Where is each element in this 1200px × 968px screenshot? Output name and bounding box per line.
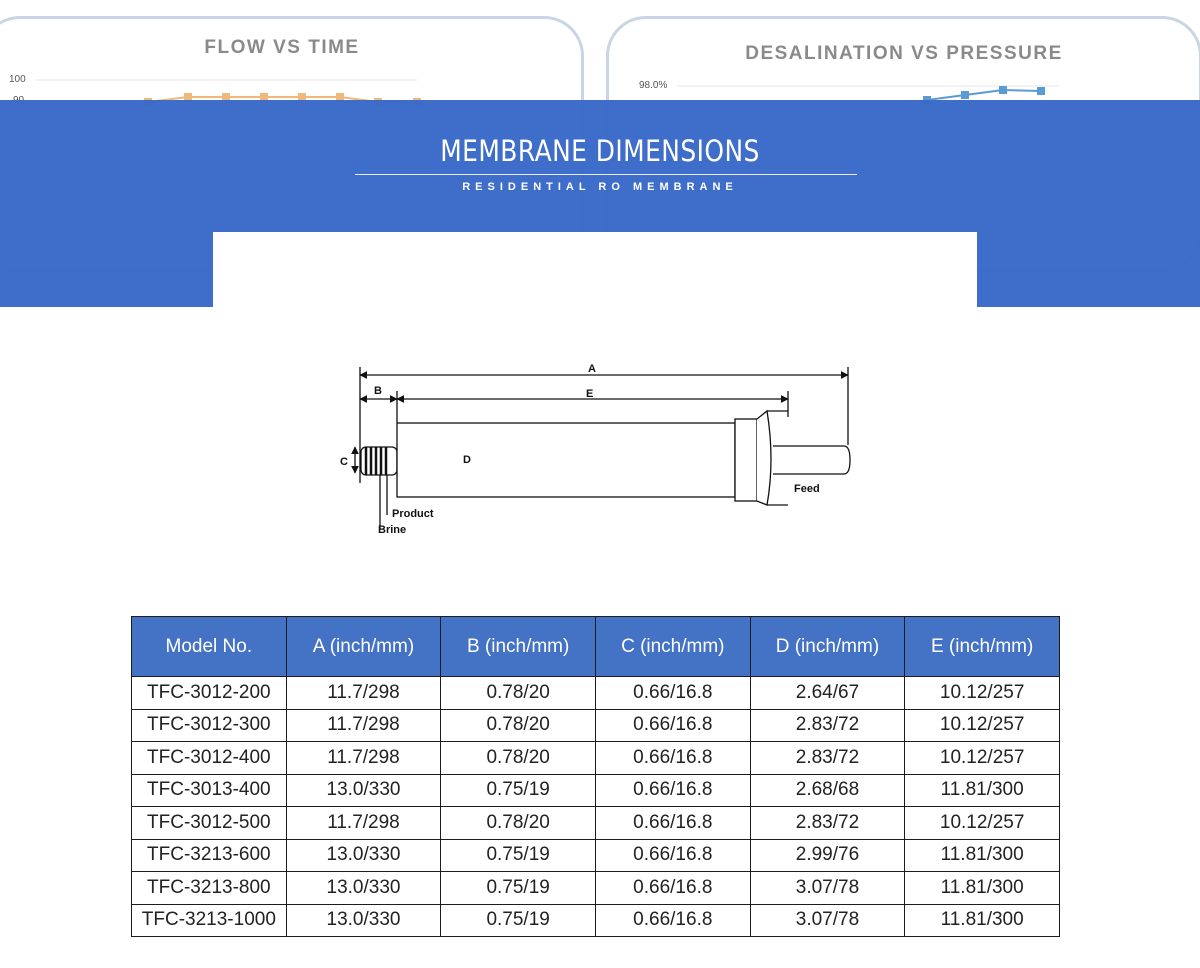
cell-a: 11.7/298 bbox=[286, 677, 441, 710]
cell-model: TFC-3213-800 bbox=[132, 872, 287, 905]
label-brine: Brine bbox=[378, 524, 407, 536]
cell-c: 0.66/16.8 bbox=[595, 807, 750, 840]
cell-model: TFC-3213-600 bbox=[132, 839, 287, 872]
cell-c: 0.66/16.8 bbox=[595, 839, 750, 872]
membrane-body bbox=[397, 423, 735, 497]
cell-e: 11.81/300 bbox=[905, 839, 1060, 872]
label-e: E bbox=[586, 388, 594, 400]
cell-d: 3.07/78 bbox=[750, 904, 905, 937]
table-row bbox=[132, 677, 1060, 710]
cell-e: 11.81/300 bbox=[905, 904, 1060, 937]
membrane-dimension-diagram bbox=[330, 355, 870, 545]
cell-e: 11.81/300 bbox=[905, 774, 1060, 807]
cell-b: 0.75/19 bbox=[441, 904, 596, 937]
label-product: Product bbox=[392, 508, 434, 520]
header-a: A (inch/mm) bbox=[286, 617, 441, 677]
cell-a: 11.7/298 bbox=[286, 807, 441, 840]
header-model: Model No. bbox=[132, 617, 287, 677]
cell-d: 2.99/76 bbox=[750, 839, 905, 872]
banner-white-panel bbox=[213, 232, 977, 312]
header-b: B (inch/mm) bbox=[441, 617, 596, 677]
cell-d: 2.83/72 bbox=[750, 709, 905, 742]
label-d: D bbox=[463, 454, 471, 466]
cell-c: 0.66/16.8 bbox=[595, 742, 750, 775]
cell-e: 11.81/300 bbox=[905, 872, 1060, 905]
cell-a: 11.7/298 bbox=[286, 709, 441, 742]
cell-c: 0.66/16.8 bbox=[595, 904, 750, 937]
cell-a: 13.0/330 bbox=[286, 774, 441, 807]
cell-e: 10.12/257 bbox=[905, 709, 1060, 742]
cell-model: TFC-3013-400 bbox=[132, 774, 287, 807]
header-e: E (inch/mm) bbox=[905, 617, 1060, 677]
cell-a: 13.0/330 bbox=[286, 872, 441, 905]
cell-a: 13.0/330 bbox=[286, 904, 441, 937]
feed-tube bbox=[773, 446, 850, 474]
cell-b: 0.78/20 bbox=[441, 807, 596, 840]
cell-c: 0.66/16.8 bbox=[595, 774, 750, 807]
cell-e: 10.12/257 bbox=[905, 807, 1060, 840]
cell-d: 2.83/72 bbox=[750, 807, 905, 840]
cell-e: 10.12/257 bbox=[905, 677, 1060, 710]
cell-b: 0.78/20 bbox=[441, 677, 596, 710]
cell-c: 0.66/16.8 bbox=[595, 677, 750, 710]
membrane-dimension-table bbox=[131, 616, 1060, 937]
cell-b: 0.75/19 bbox=[441, 839, 596, 872]
cell-c: 0.66/16.8 bbox=[595, 709, 750, 742]
label-b: B bbox=[374, 385, 382, 397]
header-c: C (inch/mm) bbox=[595, 617, 750, 677]
label-c: C bbox=[340, 456, 348, 468]
desal-y-tick-top: 98.0% bbox=[639, 80, 668, 91]
cell-model: TFC-3213-1000 bbox=[132, 904, 287, 937]
brine-seal bbox=[735, 419, 757, 501]
cell-model: TFC-3012-200 bbox=[132, 677, 287, 710]
table-row bbox=[132, 807, 1060, 840]
cell-b: 0.78/20 bbox=[441, 742, 596, 775]
cell-e: 10.12/257 bbox=[905, 742, 1060, 775]
cell-d: 2.64/67 bbox=[750, 677, 905, 710]
cell-d: 2.68/68 bbox=[750, 774, 905, 807]
cell-model: TFC-3012-500 bbox=[132, 807, 287, 840]
cell-d: 3.07/78 bbox=[750, 872, 905, 905]
table-row bbox=[132, 774, 1060, 807]
cell-c: 0.66/16.8 bbox=[595, 872, 750, 905]
banner-subtitle: RESIDENTIAL RO MEMBRANE bbox=[462, 181, 738, 193]
table-row bbox=[132, 904, 1060, 937]
cell-b: 0.75/19 bbox=[441, 774, 596, 807]
cell-b: 0.78/20 bbox=[441, 709, 596, 742]
label-a: A bbox=[588, 363, 596, 375]
cell-b: 0.75/19 bbox=[441, 872, 596, 905]
desalination-vs-pressure-title: DESALINATION VS PRESSURE bbox=[745, 43, 1063, 64]
table-row bbox=[132, 709, 1060, 742]
cell-a: 11.7/298 bbox=[286, 742, 441, 775]
header-d: D (inch/mm) bbox=[750, 617, 905, 677]
banner-title: MEMBRANE DIMENSIONS bbox=[440, 134, 760, 168]
cell-model: TFC-3012-400 bbox=[132, 742, 287, 775]
cell-model: TFC-3012-300 bbox=[132, 709, 287, 742]
table-row bbox=[132, 872, 1060, 905]
table-header-row bbox=[132, 617, 1060, 677]
cell-a: 13.0/330 bbox=[286, 839, 441, 872]
banner-divider bbox=[355, 174, 857, 175]
table-row bbox=[132, 839, 1060, 872]
flow-vs-time-title: FLOW VS TIME bbox=[204, 37, 360, 58]
label-feed: Feed bbox=[794, 483, 820, 495]
flow-y-tick-top: 100 bbox=[9, 74, 26, 85]
table-row bbox=[132, 742, 1060, 775]
cell-d: 2.83/72 bbox=[750, 742, 905, 775]
